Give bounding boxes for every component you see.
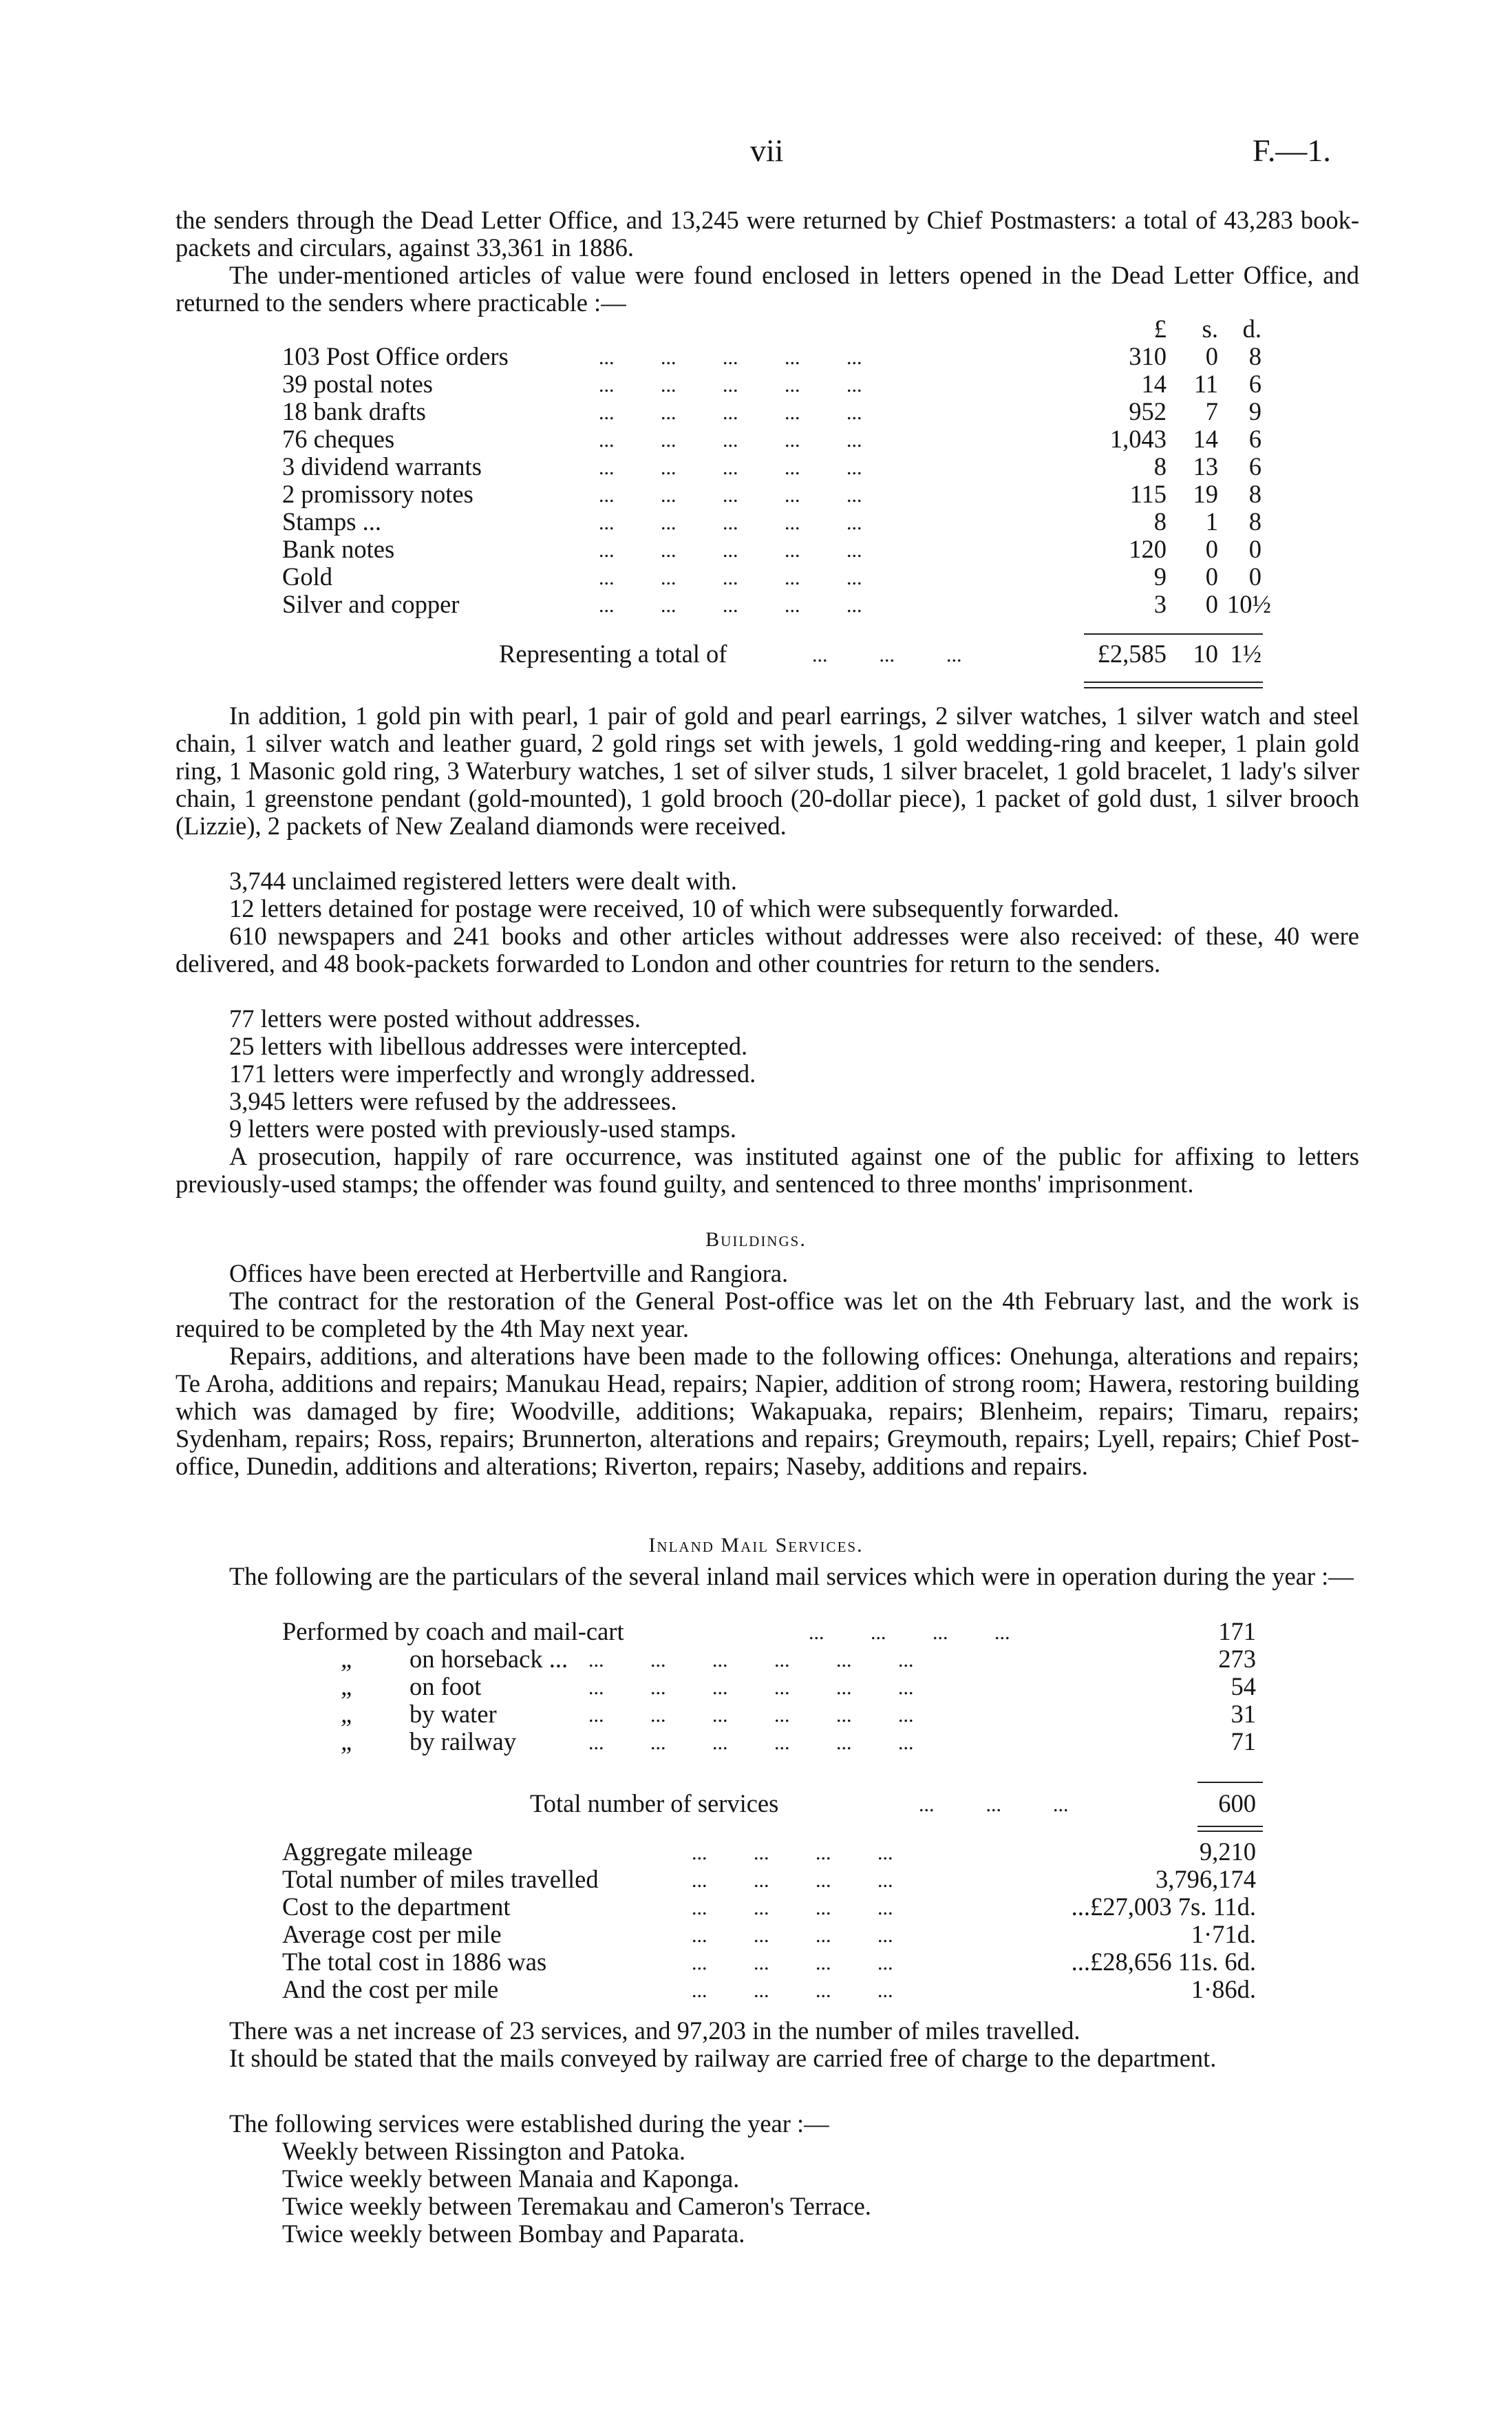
service-row [0, 1645, 1512, 1673]
paragraph-prosecution: A prosecution, happily of rare occurrence, was instituted against one of the public for affixing to letters previously-used stamps; the offender was found guilty, and sentenced to three months' imprisonment. [175, 1142, 1359, 1198]
total-pence: 1½ [1230, 640, 1261, 668]
leader-dots: ... ... ... ... [692, 1924, 893, 1947]
leader-dots: ... ... ... ... ... ... [588, 1676, 914, 1699]
service-row [0, 1618, 1512, 1645]
leader-dots: ... ... ... ... ... [599, 401, 862, 424]
item-label: 3 dividend warrants [282, 452, 482, 481]
service-label: on horseback ... [409, 1645, 568, 1673]
item-shillings: 0 [1205, 342, 1218, 370]
stat-value: 1·86d. [1191, 1975, 1256, 2003]
established-service-item: Twice weekly between Manaia and Kaponga. [282, 2164, 740, 2193]
paragraph-newspapers: 610 newspapers and 241 books and other articles without addresses were also received: of these, 40 were delivered, and 48 book-packets forwarded to London and other countries for return to the senders. [175, 922, 1359, 978]
heading-buildings: Buildings. [705, 1228, 807, 1251]
stat-value: 1·71d. [1191, 1920, 1256, 1948]
leader-dots: ... ... ... ... ... ... [588, 1731, 914, 1754]
paragraph-established-intro: The following services were established during the year :— [229, 2109, 829, 2138]
item-shillings: 11 [1193, 370, 1218, 398]
stat-label: And the cost per mile [282, 1975, 499, 2003]
leader-dots: ... ... ... ... ... [599, 567, 862, 589]
table-total-row [0, 640, 1512, 668]
table-row [0, 453, 1512, 481]
stat-row [0, 1866, 1512, 1893]
stat-row [0, 1976, 1512, 2003]
paragraph-net-increase: There was a net increase of 23 services, and 97,203 in the number of miles travelled. [229, 2016, 1080, 2045]
paragraph-no-addresses: 77 letters were posted without addresses. [229, 1004, 641, 1033]
service-value: 71 [1231, 1727, 1256, 1755]
established-service-item: Weekly between Rissington and Patoka. [282, 2137, 686, 2165]
total-double-rule-top [1084, 682, 1263, 683]
ditto-mark: „ [341, 1727, 355, 1755]
item-label: 18 bank drafts [282, 397, 426, 425]
item-shillings: 7 [1205, 397, 1218, 425]
item-label: 2 promissory notes [282, 480, 473, 508]
paragraph-inland-intro: The following are the particulars of the several inland mail services which were in operation during the year :— [229, 1562, 1354, 1590]
item-shillings: 0 [1205, 562, 1218, 591]
services-double-rule-bottom [1197, 1831, 1263, 1832]
item-shillings: 14 [1193, 425, 1218, 453]
item-pence: 0 [1248, 562, 1261, 591]
item-pounds: 1,043 [1109, 425, 1167, 453]
total-pounds: £2,585 [1097, 640, 1167, 668]
stat-value: ...£28,656 11s. 6d. [1071, 1948, 1256, 1976]
paragraph-contract: The contract for the restoration of the General Post-office was let on the 4th February last, and the work is required to be completed by the 4th May next year. [175, 1287, 1359, 1342]
leader-dots: ... ... ... ... ... [599, 456, 862, 479]
item-pence: 9 [1248, 397, 1261, 425]
leader-dots: ... ... ... ... [809, 1621, 1010, 1644]
total-label: Representing a total of [499, 640, 727, 668]
stat-value: ...£27,003 7s. 11d. [1071, 1892, 1256, 1921]
leader-dots: ... ... ... ... [692, 1842, 893, 1864]
item-label: Silver and copper [282, 590, 460, 618]
item-label: 76 cheques [282, 425, 395, 453]
item-pounds: 120 [1129, 535, 1167, 563]
paragraph-senders: the senders through the Dead Letter Office, and 13,245 were returned by Chief Postmasters: a total of 43,283 book-packets and circulars, against 33,361 in 1886. [175, 206, 1359, 262]
item-pounds: 115 [1129, 480, 1167, 508]
col-header-shillings: s. [1202, 315, 1218, 343]
item-pounds: 8 [1153, 507, 1167, 536]
leader-dots: ... ... ... ... [692, 1869, 893, 1892]
item-shillings: 19 [1193, 480, 1218, 508]
item-pounds: 310 [1129, 342, 1167, 370]
item-pounds: 9 [1153, 562, 1167, 591]
service-value: 171 [1218, 1617, 1256, 1645]
item-pounds: 8 [1153, 452, 1167, 481]
paragraph-registered-letters: 3,744 unclaimed registered letters were dealt with. [229, 867, 737, 895]
item-pence: 8 [1248, 480, 1261, 508]
leader-dots: ... ... ... ... ... [599, 429, 862, 452]
item-label: 39 postal notes [282, 370, 433, 398]
item-shillings: 13 [1193, 452, 1218, 481]
item-label: Stamps ... [282, 507, 381, 536]
leader-dots: ... ... ... ... ... [599, 512, 862, 534]
service-label: by railway [409, 1727, 517, 1755]
leader-dots: ... ... ... ... ... [599, 346, 862, 369]
item-pence: 10½ [1227, 590, 1271, 618]
item-pence: 6 [1248, 370, 1261, 398]
stat-value: 3,796,174 [1156, 1865, 1256, 1893]
total-rule [1084, 633, 1263, 635]
document-reference: F.—1. [1253, 133, 1331, 168]
stat-label: Cost to the department [282, 1892, 511, 1921]
ditto-mark: „ [341, 1645, 355, 1673]
table-row [0, 398, 1512, 425]
table-row [0, 425, 1512, 453]
stat-row [0, 1921, 1512, 1948]
paragraph-wrongly-addressed: 171 letters were imperfectly and wrongly addressed. [229, 1059, 756, 1088]
services-total-rule [1197, 1782, 1263, 1783]
stat-label: Average cost per mile [282, 1920, 502, 1948]
stat-row [0, 1838, 1512, 1866]
leader-dots: ... ... ... ... ... [599, 539, 862, 562]
stat-row [0, 1893, 1512, 1921]
leader-dots: ... ... ... ... [692, 1952, 893, 1974]
service-value: 54 [1231, 1672, 1256, 1700]
paragraph-offices-erected: Offices have been erected at Herbertville and Rangiora. [229, 1259, 789, 1287]
table-row [0, 508, 1512, 536]
total-shillings: 10 [1193, 640, 1218, 668]
table-row [0, 370, 1512, 398]
table-row [0, 591, 1512, 618]
leader-dots: ... ... ... ... ... ... [588, 1649, 914, 1671]
item-shillings: 1 [1205, 507, 1218, 536]
item-label: Gold [282, 562, 332, 591]
leader-dots: ... ... ... ... ... [599, 374, 862, 397]
item-pounds: 952 [1129, 397, 1167, 425]
paragraph-detained-letters: 12 letters detained for postage were received, 10 of which were subsequently forwarded. [229, 894, 1120, 922]
service-row [0, 1673, 1512, 1700]
leader-dots: ... ... ... ... ... [599, 594, 862, 617]
service-label: by water [409, 1700, 497, 1728]
leader-dots: ... ... ... [919, 1793, 1069, 1816]
stat-label: The total cost in 1886 was [282, 1948, 547, 1976]
table-row [0, 563, 1512, 591]
table-row [0, 481, 1512, 508]
service-row [0, 1700, 1512, 1728]
service-value: 31 [1231, 1700, 1256, 1728]
item-shillings: 0 [1205, 535, 1218, 563]
table-row [0, 536, 1512, 563]
established-service-item: Twice weekly between Bombay and Paparata. [282, 2219, 745, 2248]
item-pence: 6 [1248, 452, 1261, 481]
item-label: Bank notes [282, 535, 395, 563]
ditto-mark: „ [341, 1700, 355, 1728]
item-shillings: 0 [1205, 590, 1218, 618]
col-header-pounds: £ [1153, 315, 1167, 343]
paragraph-articles-intro: The under-mentioned articles of value were found enclosed in letters opened in the Dead Letter Office, and returned to the senders where practicable :— [175, 261, 1359, 317]
service-label: Performed by coach and mail-cart [282, 1617, 624, 1645]
table-header-row [0, 315, 1512, 343]
heading-inland-mail-services: Inland Mail Services. [648, 1534, 864, 1557]
service-row [0, 1728, 1512, 1755]
item-pence: 8 [1248, 342, 1261, 370]
item-label: 103 Post Office orders [282, 342, 509, 370]
item-pounds: 3 [1153, 590, 1167, 618]
table-row [0, 343, 1512, 370]
ditto-mark: „ [341, 1672, 355, 1700]
services-total-row [0, 1790, 1512, 1817]
paragraph-used-stamps: 9 letters were posted with previously-used stamps. [229, 1115, 736, 1143]
services-total-value: 600 [1218, 1789, 1256, 1817]
leader-dots: ... ... ... ... [692, 1897, 893, 1919]
item-pence: 8 [1248, 507, 1261, 536]
col-header-pence: d. [1242, 315, 1261, 343]
stat-value: 9,210 [1199, 1837, 1256, 1866]
item-pounds: 14 [1141, 370, 1167, 398]
service-value: 273 [1218, 1645, 1256, 1673]
paragraph-additional-items: In addition, 1 gold pin with pearl, 1 pair of gold and pearl earrings, 2 silver watches, 1 silver watch and steel chain, 1 silver watch and leather guard, 2 gold rings set with jewels, 1 gold wedding-ring and keeper, 1 plain gold ring, 1 Masonic gold ring, 3 Waterbury watches, 1 set of silver studs, 1 silver bracelet, 1 gold bracelet, 1 lady's silver chain, 1 greenstone pendant (gold-mounted), 1 gold brooch (20-dollar piece), 1 packet of gold dust, 1 silver brooch (Lizzie), 2 packets of New Zealand diamonds were received. [175, 702, 1359, 840]
services-total-label: Total number of services [530, 1789, 779, 1817]
leader-dots: ... ... ... ... [692, 1979, 893, 2002]
stat-label: Total number of miles travelled [282, 1865, 599, 1893]
paragraph-libellous: 25 letters with libellous addresses were intercepted. [229, 1032, 748, 1060]
item-pence: 0 [1248, 535, 1261, 563]
leader-dots: ... ... ... [812, 644, 962, 666]
total-double-rule-bottom [1084, 687, 1263, 688]
leader-dots: ... ... ... ... ... ... [588, 1704, 914, 1727]
service-label: on foot [409, 1672, 482, 1700]
stat-row [0, 1948, 1512, 1976]
leader-dots: ... ... ... ... ... [599, 484, 862, 507]
page-number: vii [750, 133, 784, 168]
paragraph-repairs: Repairs, additions, and alterations have been made to the following offices: Onehunga, alterations and repairs; Te Aroha, additions and repairs; Manukau Head, repairs; Napier, addition of strong room; Hawera, restoring building which was damaged by fire; Woodville, additions; Wakapuaka, repairs; Blenheim, repairs; Timaru, repairs; Sydenham, repairs; Ross, repairs; Brunnerton, alterations and repairs; Greymouth, repairs; Lyell, repairs; Chief Post-office, Dunedin, additions and alterations; Riverton, repairs; Naseby, additions and repairs. [175, 1342, 1359, 1480]
stat-label: Aggregate mileage [282, 1837, 473, 1866]
item-pence: 6 [1248, 425, 1261, 453]
paragraph-refused: 3,945 letters were refused by the addressees. [229, 1087, 677, 1115]
paragraph-railway-free: It should be stated that the mails conveyed by railway are carried free of charge to the department. [229, 2044, 1217, 2072]
services-double-rule-top [1197, 1826, 1263, 1827]
established-service-item: Twice weekly between Teremakau and Cameron's Terrace. [282, 2192, 871, 2220]
